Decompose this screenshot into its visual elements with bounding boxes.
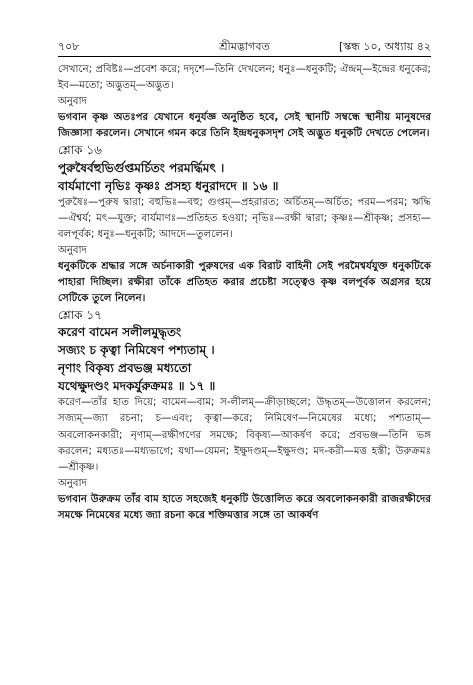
chapter-location: [স্কন্ধ ১০, অধ্যায় ৪২: [338, 40, 431, 53]
verse16-line-1: পুরুষৈর্বহুভির্গুপ্তমর্চিতং পরমর্দ্ধিমৎ ।: [58, 160, 225, 175]
prev-translation-label: অনুবাদ: [58, 96, 87, 108]
prev-synonyms: সেখানে; প্রবিষ্টঃ—প্রবেশ করে; দদৃশে—তিনি দেখলেন; ধনুঃ—ধনুকটি; ঐন্দ্রম্—ইন্দ্রের ধনুকের; ইব—মতো; অদ্ভুতম্—অদ্ভুত।: [58, 64, 431, 92]
running-title: শ্রীমদ্ভাগবত: [219, 40, 270, 53]
verse17-synonyms: করেণ—তাঁর হাত দিয়ে; বামেন—বাম; স-লীলম্—ক্রীড়াচ্ছলে; উদ্ধৃতম্—উত্তোলন করলেন; সজ্যম্—জ্যা রচনা; চ—এবং; কৃত্বা—করে; নিমিষেণ—নিমেষের মধ্যে; পশ্যতাম্—অবলোকনকারী; নৃণাম্—রক্ষীগণের সমক্ষে; বিকৃষ্য—আকর্ষণ করে; প্রবভঞ্জ—তিনি ভঙ্গ করলেন; মধ্যতঃ—মধ্যভাগে; যথা—যেমন; ইক্ষুদণ্ডম্—ইক্ষুদণ্ড; মদ-করী—মত্ত হস্তী; উরুক্রমঃ—শ্রীকৃষ্ণ।: [58, 397, 431, 473]
page-number: ৭০৮: [58, 40, 80, 53]
verse16-synonyms: পুরুষৈঃ—পুরুষ দ্বারা; বহুভিঃ—বহু; গুপ্তম্—প্রহরারত; অর্চিতম্—অর্চিত; পরম—পরম; ঋদ্ধি—ঐশ্বর্য; মৎ—যুক্ত; বার্যমাণঃ—প্রতিহত হওয়া; নৃভিঃ—রক্ষী দ্বারা; কৃষ্ণঃ—শ্রীকৃষ্ণ; প্রসহ্য—বলপূর্বক; ধনুঃ—ধনুকটি; আদদে—তুললেন।: [58, 196, 431, 240]
verse17-line-2: সজ্যং চ কৃত্বা নিমিষেণ পশ্যতাম্ ।: [58, 343, 215, 358]
verse17-translation: ভগবান উরুক্রম তাঁর বাম হাতে সহজেই ধনুকটি উত্তোলিত করে অবলোকনকারী রাজরক্ষীদের সমক্ষে নিমেষের মধ্যে জ্যা রচনা করে শক্তিমত্তার সঙ্গে তা আকর্ষণ: [58, 493, 431, 521]
verse16-translation-label: অনুবাদ: [58, 244, 87, 256]
page-body: [58, 62, 431, 524]
prev-translation: ভগবান কৃষ্ণ অতঃপর যেখানে ধনুর্যজ্ঞ অনুষ্ঠিত হবে, সেই স্থানটি সম্বন্ধে স্থানীয় মানুষদের জিজ্ঞাসা করলেন। সেখানে গমন করে তিনি ইন্দ্রধনুকসদৃশ সেই অদ্ভুত ধনুকটি দেখতে পেলেন।: [58, 112, 431, 140]
verse16-label: শ্লোক ১৬: [58, 143, 102, 158]
verse17-translation-label: অনুবাদ: [58, 477, 87, 489]
verse17-line-1: করেণ বামেন সলীলমুদ্ধৃতং: [58, 325, 182, 340]
verse17-line-3: নৃণাং বিকৃষ্য প্রবভঞ্জ মধ্যতো: [58, 361, 192, 376]
verse17-label: শ্লোক ১৭: [58, 308, 102, 323]
verse17-line-4: যথেক্ষুদণ্ডং মদকর্যুরুক্রমঃ ॥ ১৭ ॥: [58, 379, 216, 394]
verse16-translation: ধনুকটিকে শ্রদ্ধার সঙ্গে অর্চনাকারী পুরুষদের এক বিরাট বাহিনী সেই পরমৈশ্বর্যযুক্ত ধনুকটিকে পাহারা দিচ্ছিল। রক্ষীরা তাঁকে প্রতিহত করার প্রচেষ্টা সত্ত্বেও কৃষ্ণ বলপূর্বক অগ্রসর হয়ে সেটিকে তুলে নিলেন।: [58, 260, 431, 305]
page-header: [58, 38, 431, 58]
verse16-line-2: বার্যমাণো নৃভিঃ কৃষ্ণঃ প্রসহ্য ধনুরাদদে ॥ ১৬ ॥: [58, 178, 279, 193]
header-rule: [58, 56, 431, 57]
